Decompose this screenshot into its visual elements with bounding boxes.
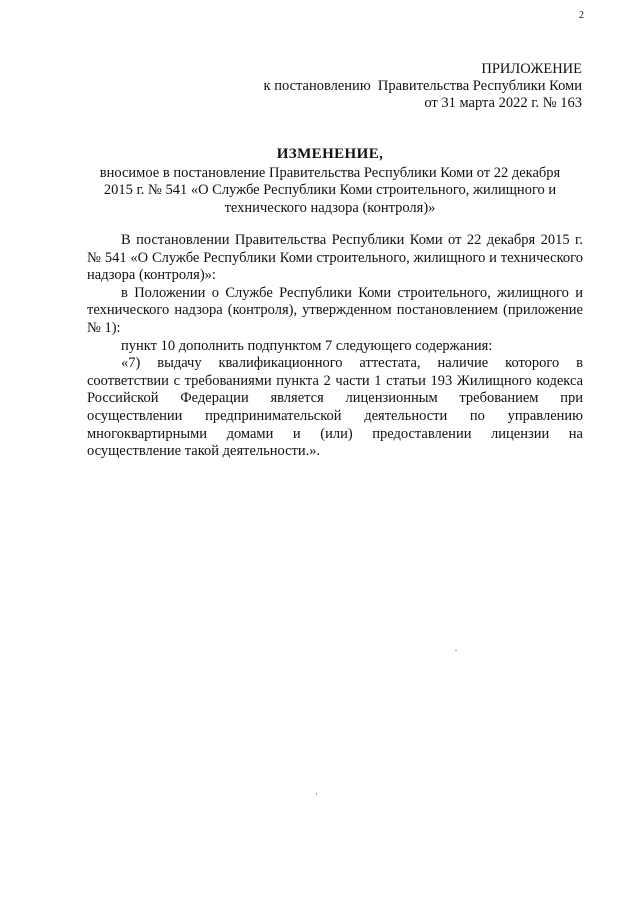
body-paragraph-2: в Положении о Службе Республики Коми строительного, жилищного и технического надзора (контроля), утвержденном постановлением (приложение № 1): [87,284,583,336]
appendix-label: ПРИЛОЖЕНИЕ [481,61,582,77]
page-number: 2 [579,10,584,21]
title-subtitle: вносимое в постановление Правительства Республики Коми от 22 декабря 2015 г. № 541 «О Службе Республики Коми строительного, жилищного и технического надзора (контроля)» [99,164,561,216]
body-paragraph-1: В постановлении Правительства Республики Коми от 22 декабря 2015 г. № 541 «О Службе Республики Коми строительного, жилищного и технического надзора (контроля)»: [87,232,583,284]
body-paragraph-3: пункт 10 дополнить подпунктом 7 следующего содержания: [121,337,493,354]
scan-speck [455,650,457,651]
document-title [90,146,570,217]
appendix-resolution-line: к постановлению Правительства Республики Коми [263,78,582,94]
appendix-date-line: от 31 марта 2022 г. № 163 [424,95,582,111]
scan-speck [316,793,317,795]
title-heading: ИЗМЕНЕНИЕ, [276,146,384,162]
appendix-block [264,61,582,112]
document-body [87,232,583,461]
body-paragraph-4: «7) выдачу квалификационного аттестата, наличие которого в соответствии с требованиями пункта 2 части 1 статьи 193 Жилищного кодекса Российской Федерации является лицензионным требованием при осуществлении предпринимательской деятельности по управлению многоквартирными домами и (или) предоставлении лицензии на осуществление такой деятельности.». [87,355,583,460]
